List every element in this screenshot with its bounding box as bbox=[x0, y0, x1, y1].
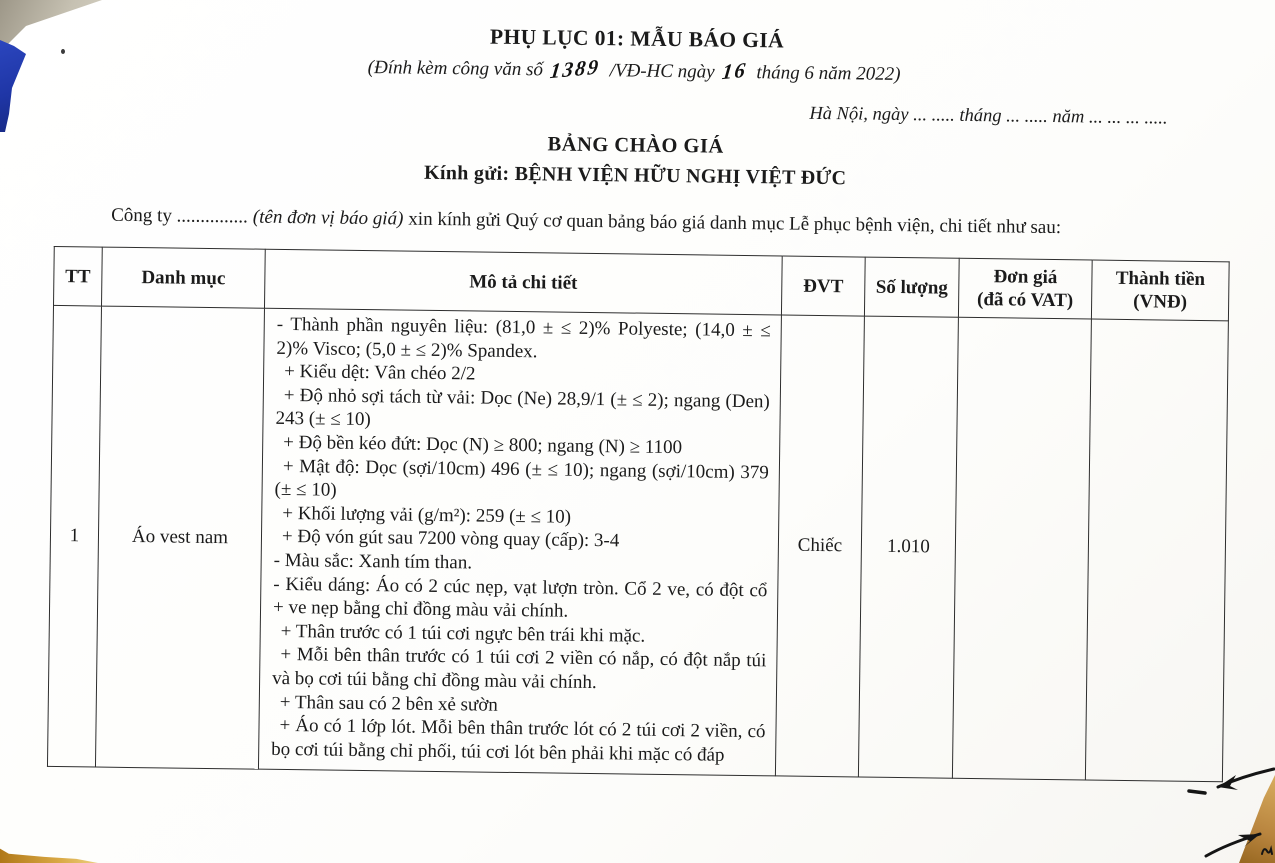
cell-so-luong: 1.010 bbox=[858, 316, 958, 778]
handwritten-doc-number: 1389 bbox=[548, 54, 602, 84]
description-line: + Áo có 1 lớp lót. Mỗi bên thân trước lót có 2 túi cơi 2 viền, có bọ cơi túi bằng chỉ phối, túi cơi lót bên phải khi mặc có đáp bbox=[271, 715, 766, 766]
cell-don-gia bbox=[952, 317, 1091, 780]
description-line: + Mỗi bên thân trước có 1 túi cơi 2 viền có nắp, có đột nắp túi và bọ cơi túi bằng chỉ đồng màu vải chính. bbox=[272, 644, 767, 693]
col-header-danh-muc: Danh mục bbox=[101, 247, 265, 308]
recipient-line: Kính gửi: BỆNH VIỆN HỮU NGHỊ VIỆT ĐỨC bbox=[423, 161, 847, 190]
scan-strip-gold bbox=[0, 847, 98, 863]
pen-check-arrow-icon bbox=[1186, 762, 1275, 802]
quote-heading: BẢNG CHÀO GIÁ bbox=[547, 133, 724, 158]
description-line: - Thành phần nguyên liệu: (81,0 ± ≤ 2)% Polyeste; (14,0 ± ≤ 2)% Visco; (5,0 ± ≤ 2)% Spandex. bbox=[276, 313, 771, 362]
page-title: PHỤ LỤC 01: MẪU BÁO GIÁ bbox=[489, 24, 785, 53]
place-date-line: Hà Nội, ngày ... ..... tháng ... ..... năm ... ... ... ..... bbox=[809, 103, 1168, 129]
cell-thanh-tien bbox=[1085, 319, 1228, 782]
intro-prefix: Công ty ............... bbox=[111, 204, 249, 228]
cell-danh-muc: Áo vest nam bbox=[95, 306, 264, 769]
description-line: + Thân trước có 1 túi cơi ngực bên trái khi mặc. bbox=[280, 620, 646, 647]
attachment-suffix: tháng 6 năm 2022) bbox=[756, 62, 901, 86]
cell-tt: 1 bbox=[47, 305, 101, 767]
intro-note: (tên đơn vị báo giá) bbox=[252, 206, 404, 230]
description-line: + Độ vón gút sau 7200 vòng quay (cấp): 3-4 bbox=[281, 526, 620, 552]
col-header-tt: TT bbox=[54, 246, 103, 306]
col-header-don-gia: Đơn giá (đã có VAT) bbox=[958, 258, 1092, 319]
quotation-table bbox=[47, 246, 1230, 783]
description-line: + Kiểu dệt: Vân chéo 2/2 bbox=[284, 361, 476, 385]
col-header-thanh-tien: Thành tiền (VNĐ) bbox=[1091, 260, 1229, 321]
intro-paragraph bbox=[111, 203, 1212, 243]
attachment-mid: /VĐ-HC ngày bbox=[609, 60, 715, 83]
col-header-so-luong: Số lượng bbox=[864, 257, 959, 317]
description-line: + Thân sau có 2 bên xẻ sườn bbox=[279, 691, 498, 716]
description-line: - Kiểu dáng: Áo có 2 cúc nẹp, vạt lượn tròn. Cổ 2 ve, có đột cổ + ve nẹp bằng chỉ đồng màu vải chính. bbox=[272, 573, 768, 622]
col-header-dvt: ĐVT bbox=[781, 256, 865, 316]
description-line: + Độ bền kéo đứt: Dọc (N) ≥ 800; ngang (N) ≥ 1100 bbox=[283, 431, 683, 459]
handwritten-day: 16 bbox=[720, 57, 749, 85]
col-header-mo-ta: Mô tả chi tiết bbox=[264, 249, 782, 315]
description-line: + Mật độ: Dọc (sợi/10cm) 496 (± ≤ 10); ngang (sợi/10cm) 379 (± ≤ 10) bbox=[274, 455, 770, 501]
cell-dvt: Chiếc bbox=[775, 315, 864, 777]
intro-suffix: xin kính gửi Quý cơ quan bảng báo giá danh mục Lễ phục bệnh viện, chi tiết như sau: bbox=[408, 208, 1062, 239]
description-line: + Khối lượng vải (g/m²): 259 (± ≤ 10) bbox=[282, 502, 572, 528]
cell-mo-ta bbox=[258, 308, 781, 776]
pen-check-arrow-icon bbox=[1198, 814, 1275, 862]
attachment-prefix: (Đính kèm công văn số bbox=[367, 57, 544, 81]
table-row bbox=[47, 305, 1228, 782]
description-line: - Màu sắc: Xanh tím than. bbox=[273, 549, 473, 574]
description-line: + Độ nhỏ sợi tách từ vải: Dọc (Ne) 28,9/1 (± ≤ 2); ngang (Den) 243 (± ≤ 10) bbox=[275, 384, 770, 431]
